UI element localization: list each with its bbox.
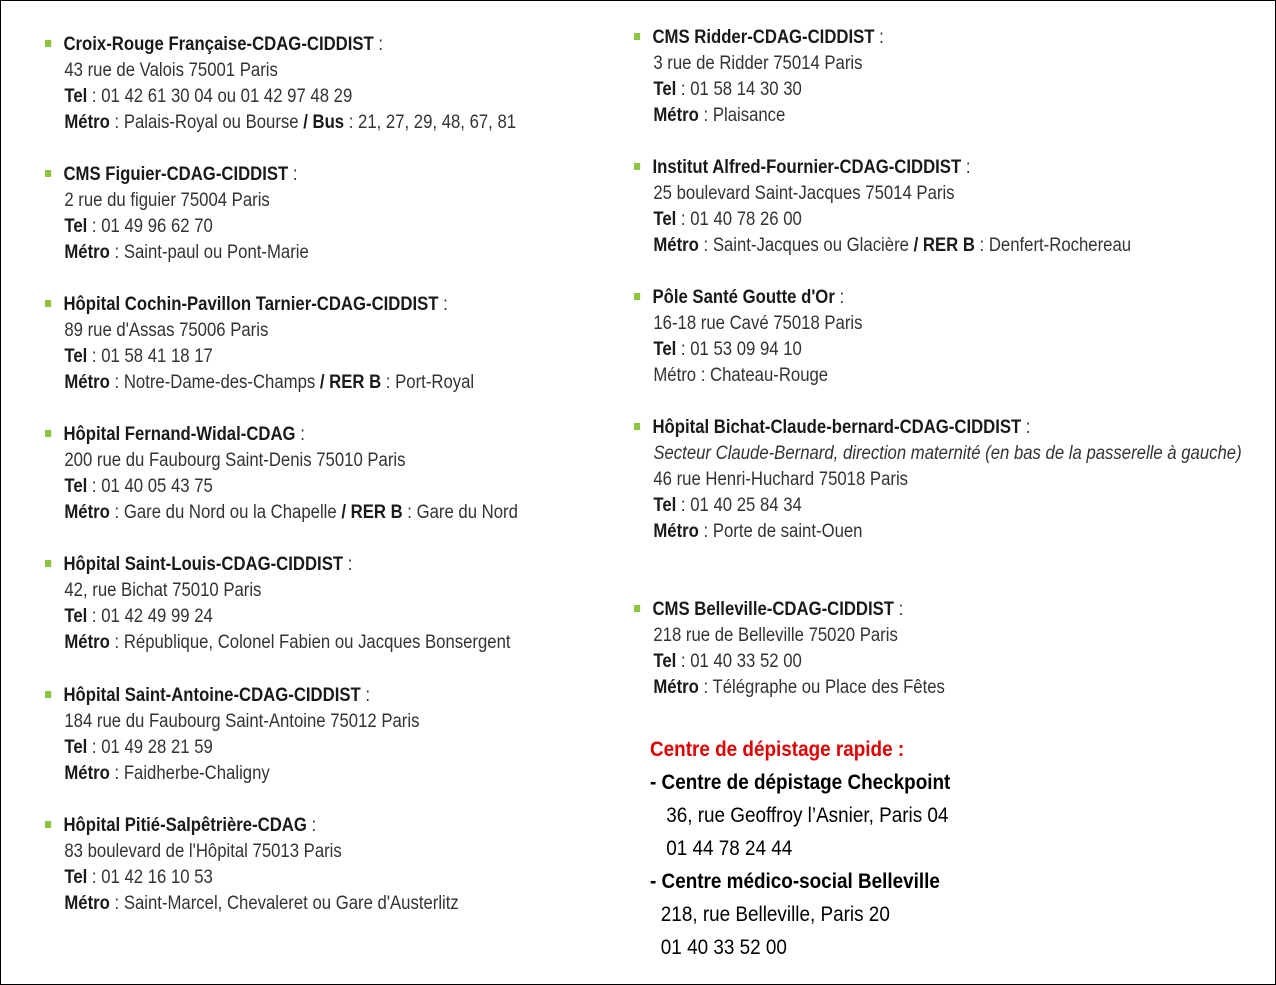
clinic-entry: [634, 415, 1264, 545]
separator: :: [109, 502, 124, 523]
clinic-name: Hôpital Bichat-Claude-bernard-CDAG-CIDDIST: [652, 417, 1022, 438]
clinic-metro-row: [634, 103, 1188, 129]
metro-label: Métro: [64, 372, 110, 393]
clinic-metro: Notre-Dame-des-Champs: [123, 372, 316, 393]
clinic-address: 184 rue du Faubourg Saint-Antoine 75012 Paris: [64, 711, 420, 732]
clinic-tel-row: [634, 649, 1188, 675]
bullet-square-icon: [45, 821, 51, 828]
clinic-name: Institut Alfred-Fournier-CDAG-CIDDIST: [652, 157, 962, 178]
metro-label: Métro: [64, 112, 110, 133]
metro-label: Métro: [64, 893, 110, 914]
clinic-metro-row: [634, 519, 1188, 545]
bullet-square-icon: [634, 423, 640, 430]
clinic-name-row: [634, 597, 1188, 623]
clinic-tel: 01 58 41 18 17: [101, 346, 213, 367]
clinic-metro: Porte de saint-Ouen: [712, 521, 863, 542]
clinic-metro-row: Métro : Chateau-Rouge: [653, 365, 829, 386]
clinic-name-row: [45, 422, 538, 448]
separator: :: [87, 737, 102, 758]
clinic-metro-row: [45, 761, 538, 787]
separator: :: [87, 86, 102, 107]
clinic-entry: [45, 32, 605, 136]
clinic-rer: Port-Royal: [395, 372, 475, 393]
separator: :: [306, 815, 317, 836]
clinic-address: 43 rue de Valois 75001 Paris: [64, 60, 278, 81]
clinic-entry: [634, 25, 1264, 129]
clinic-entry: [45, 292, 605, 396]
tel-label: Tel: [64, 346, 88, 367]
clinic-tel: 01 40 78 26 00: [690, 209, 802, 230]
clinic-address: 83 boulevard de l'Hôpital 75013 Paris: [64, 841, 342, 862]
separator: :: [109, 242, 124, 263]
clinic-metro-row: [45, 110, 538, 136]
bullet-square-icon: [45, 300, 51, 307]
separator: /: [315, 372, 330, 393]
bus-label: Bus: [312, 112, 345, 133]
bullet-square-icon: [634, 33, 640, 40]
separator: :: [894, 599, 904, 620]
bullet-square-icon: [45, 40, 51, 47]
clinic-tel: 01 42 16 10 53: [101, 867, 213, 888]
separator: :: [373, 34, 384, 55]
separator: :: [109, 112, 124, 133]
clinic-address: 46 rue Henri-Huchard 75018 Paris: [653, 469, 909, 490]
clinic-address: 218 rue de Belleville 75020 Paris: [653, 625, 898, 646]
bullet-square-icon: [634, 293, 640, 300]
clinic-name: CMS Ridder-CDAG-CIDDIST: [652, 27, 875, 48]
clinic-metro-row: [634, 233, 1188, 259]
metro-label: Métro: [64, 632, 110, 653]
separator: :: [974, 235, 989, 256]
bullet-square-icon: [45, 430, 51, 437]
separator: /: [336, 502, 351, 523]
separator: :: [402, 502, 417, 523]
tel-label: Tel: [653, 79, 677, 100]
rer-label: RER B: [329, 372, 382, 393]
separator: :: [438, 294, 448, 315]
separator: /: [908, 235, 923, 256]
clinic-metro: Faidherbe-Chaligny: [123, 763, 270, 784]
metro-label: Métro: [64, 502, 110, 523]
rer-label: RER B: [922, 235, 975, 256]
separator: :: [87, 867, 102, 888]
clinic-tel-row: [634, 207, 1188, 233]
clinic-address: 2 rue du figuier 75004 Paris: [64, 190, 270, 211]
metro-label: Métro: [64, 763, 110, 784]
clinic-name-row: [45, 292, 538, 318]
tel-label: Tel: [653, 651, 677, 672]
separator: :: [698, 677, 713, 698]
clinic-name: CMS Figuier-CDAG-CIDDIST: [63, 164, 289, 185]
separator: :: [698, 235, 713, 256]
clinic-tel-row: [634, 77, 1188, 103]
metro-label: Métro: [64, 242, 110, 263]
clinic-name-row: [45, 552, 538, 578]
clinic-tel-row: [45, 214, 538, 240]
clinic-entry: [45, 552, 605, 656]
clinic-name: CMS Belleville-CDAG-CIDDIST: [652, 599, 895, 620]
clinic-metro-row: [45, 500, 538, 526]
clinic-tel: 01 42 49 99 24: [101, 606, 213, 627]
clinic-tel: 01 58 14 30 30: [690, 79, 802, 100]
clinic-name: Hôpital Cochin-Pavillon Tarnier-CDAG-CIDDIST: [63, 294, 439, 315]
clinic-tel-row: [45, 735, 538, 761]
separator: :: [874, 27, 884, 48]
clinic-name-row: [45, 813, 538, 839]
clinic-note: Secteur Claude-Bernard, direction maternité (en bas de la passerelle à gauche): [653, 443, 1242, 464]
tel-label: Tel: [64, 86, 88, 107]
separator: :: [1021, 417, 1031, 438]
tel-label: Tel: [64, 216, 88, 237]
clinic-name: Pôle Santé Goutte d'Or: [652, 287, 835, 308]
separator: :: [87, 346, 102, 367]
separator: :: [109, 893, 124, 914]
tel-label: Tel: [653, 495, 677, 516]
tel-label: Tel: [64, 867, 88, 888]
separator: :: [109, 632, 124, 653]
clinic-entry: [45, 683, 605, 787]
bullet-square-icon: [45, 170, 51, 177]
rapid-center-phone: 01 44 78 24 44: [666, 837, 793, 860]
clinic-entry: [45, 162, 605, 266]
tel-label: Tel: [64, 737, 88, 758]
separator: :: [676, 495, 691, 516]
clinic-address: 89 rue d'Assas 75006 Paris: [64, 320, 269, 341]
clinic-name-row: [634, 415, 1188, 441]
separator: :: [87, 476, 102, 497]
metro-label: Métro: [653, 105, 699, 126]
separator: :: [288, 164, 298, 185]
clinic-address: 25 boulevard Saint-Jacques 75014 Paris: [653, 183, 955, 204]
clinic-tel: 01 49 96 62 70: [101, 216, 213, 237]
clinic-address: 16-18 rue Cavé 75018 Paris: [653, 313, 863, 334]
clinic-metro: Saint-Jacques ou Glacière: [712, 235, 909, 256]
clinic-name: Hôpital Fernand-Widal-CDAG: [63, 424, 296, 445]
rapid-center-name: - Centre de dépistage Checkpoint: [650, 771, 951, 794]
clinic-metro: Plaisance: [712, 105, 786, 126]
clinic-name-row: [45, 32, 538, 58]
separator: :: [381, 372, 396, 393]
bullet-square-icon: [45, 691, 51, 698]
separator: :: [87, 216, 102, 237]
clinic-metro: République, Colonel Fabien ou Jacques Bonsergent: [123, 632, 511, 653]
clinic-tel: 01 40 33 52 00: [690, 651, 802, 672]
rapid-section-title: Centre de dépistage rapide :: [650, 738, 905, 761]
clinic-name: Hôpital Saint-Louis-CDAG-CIDDIST: [63, 554, 344, 575]
tel-label: Tel: [653, 209, 677, 230]
separator: :: [676, 339, 691, 360]
tel-label: Tel: [64, 476, 88, 497]
clinic-address: 42, rue Bichat 75010 Paris: [64, 580, 262, 601]
clinic-tel: 01 42 61 30 04 ou 01 42 97 48 29: [101, 86, 353, 107]
clinic-metro-row: [45, 240, 538, 266]
clinic-tel: 01 49 28 21 59: [101, 737, 213, 758]
clinic-name: Hôpital Saint-Antoine-CDAG-CIDDIST: [63, 685, 361, 706]
clinic-tel-row: [634, 493, 1188, 519]
rer-label: RER B: [350, 502, 403, 523]
separator: :: [676, 209, 691, 230]
clinic-tel: 01 40 25 84 34: [690, 495, 802, 516]
clinic-address: 3 rue de Ridder 75014 Paris: [653, 53, 863, 74]
clinic-rer: Gare du Nord: [416, 502, 518, 523]
metro-label: Métro: [653, 521, 699, 542]
clinic-metro: Saint-Marcel, Chevaleret ou Gare d'Austerlitz: [123, 893, 459, 914]
tel-label: Tel: [64, 606, 88, 627]
separator: :: [343, 554, 353, 575]
clinic-metro-row: [45, 370, 538, 396]
bullet-square-icon: [634, 163, 640, 170]
separator: :: [344, 112, 359, 133]
clinic-tel-row: [45, 865, 538, 891]
clinic-metro-row: [634, 675, 1188, 701]
tel-label: Tel: [653, 339, 677, 360]
separator: :: [834, 287, 845, 308]
separator: :: [676, 79, 691, 100]
clinic-metro: Palais-Royal ou Bourse: [123, 112, 299, 133]
clinic-name-row: [634, 25, 1188, 51]
clinic-tel-row: [45, 604, 538, 630]
clinic-entry: [45, 813, 605, 917]
clinic-metro: Gare du Nord ou la Chapelle: [123, 502, 337, 523]
clinic-metro-row: [45, 630, 538, 656]
clinic-name: Croix-Rouge Française-CDAG-CIDDIST: [63, 34, 374, 55]
clinic-name-row: [634, 285, 1188, 311]
separator: :: [87, 606, 102, 627]
clinic-tel: 01 40 05 43 75: [101, 476, 213, 497]
clinic-name-row: [45, 162, 538, 188]
separator: :: [698, 105, 713, 126]
clinic-address: 200 rue du Faubourg Saint-Denis 75010 Paris: [64, 450, 406, 471]
clinic-metro-row: [45, 891, 538, 917]
clinic-tel: 01 53 09 94 10: [690, 339, 802, 360]
clinic-name: Hôpital Pitié-Salpêtrière-CDAG: [63, 815, 307, 836]
rapid-testing-section: [650, 733, 1250, 964]
clinic-metro: Télégraphe ou Place des Fêtes: [712, 677, 945, 698]
separator: /: [298, 112, 313, 133]
clinic-tel-row: [45, 474, 538, 500]
separator: :: [109, 372, 124, 393]
clinic-name-row: [45, 683, 538, 709]
metro-label: Métro: [653, 677, 699, 698]
clinic-rer: Denfert-Rochereau: [988, 235, 1132, 256]
rapid-center-name: - Centre médico-social Belleville: [650, 870, 940, 893]
separator: :: [676, 651, 691, 672]
separator: :: [360, 685, 371, 706]
metro-label: Métro: [653, 235, 699, 256]
clinic-bus: 21, 27, 29, 48, 67, 81: [358, 112, 517, 133]
bullet-square-icon: [634, 605, 640, 612]
separator: :: [109, 763, 124, 784]
separator: :: [961, 157, 971, 178]
rapid-center-address: 36, rue Geoffroy l’Asnier, Paris 04: [666, 804, 949, 827]
clinic-entry: [634, 285, 1264, 389]
rapid-center-address: 218, rue Belleville, Paris 20: [660, 903, 890, 926]
bullet-square-icon: [45, 560, 51, 567]
clinic-name-row: [634, 155, 1188, 181]
clinic-tel-row: [45, 84, 538, 110]
clinic-tel-row: [634, 337, 1188, 363]
separator: :: [295, 424, 305, 445]
clinic-metro: Saint-paul ou Pont-Marie: [123, 242, 309, 263]
clinic-entry: [634, 597, 1264, 701]
separator: :: [698, 521, 713, 542]
clinic-entry: [634, 155, 1264, 259]
rapid-center-phone: 01 40 33 52 00: [660, 936, 787, 959]
clinic-entry: [45, 422, 605, 526]
clinic-tel-row: [45, 344, 538, 370]
